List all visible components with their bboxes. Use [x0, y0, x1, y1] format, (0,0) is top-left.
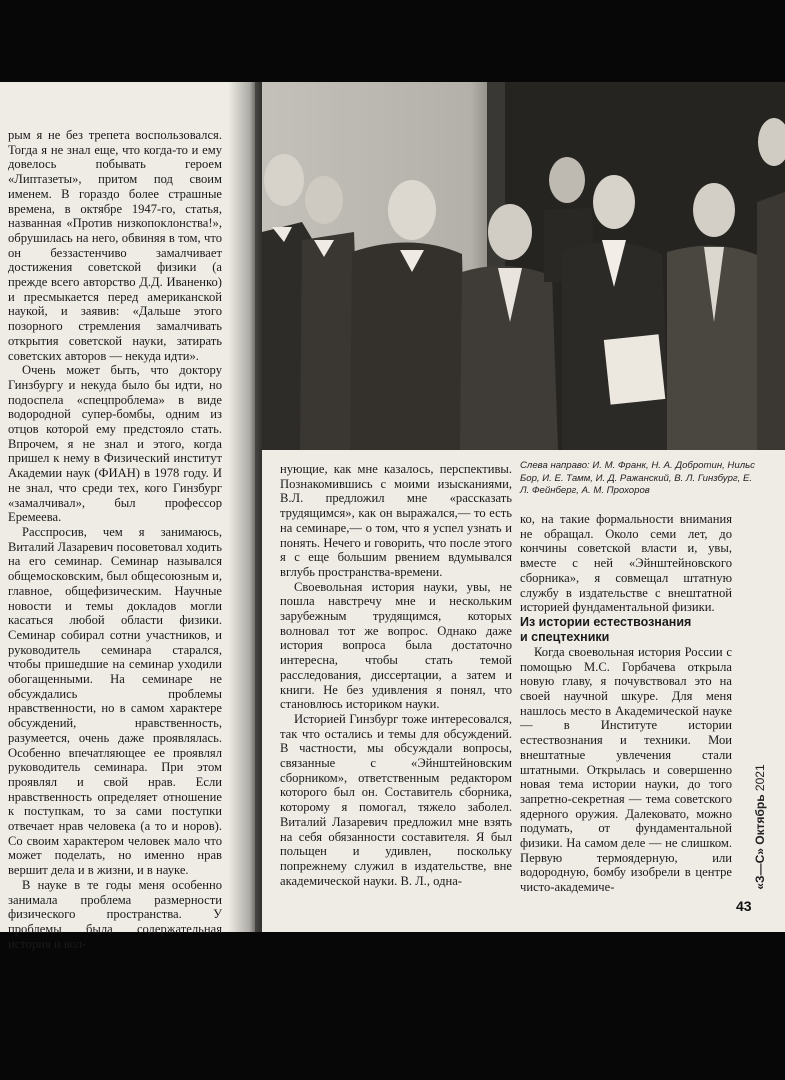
middle-text-column: [280, 462, 512, 888]
section-heading: [520, 615, 732, 645]
paragraph: Когда своевольная история России с помощью М.С. Горбачева открыла новую главу, я почувствовал это на своей научной шкуре. Для меня нашлось место в Академической науке — в Институте истории естествознания и техники. Мои внештатные увлечения стали штатными. Открылась и совершенно новая тема истории науки, до того запретно-секретная — тема советского ядерного оружия. Далековато, можно подумать, от фундаментальной физики. На самом деле — не слишком. Первую термоядерную, или водородную, бомбу изобрели в центре чисто-академиче-: [520, 644, 732, 895]
left-page: [0, 82, 255, 951]
journal-year: 2021: [753, 764, 767, 792]
paragraph: рым я не без трепета воспользовался. Тогда я не знал еще, что когда-то и ему довелось побывать героем «Липтазеты», притом под своим именем. В гораздо более страшные времена, в октябре 1947-го, статья, названная «Против низкопоклонства!», обрушилась на него, обвиняя в том, что он беззастенчиво замалчивает достижения советской физики (а прежде всего авторство Д.Д. Иваненко) и пресмыкается перед американской наукой, и заявив: «Дальше этого позорного стремления замалчивать открытия советской науки, затирать советских авторов — некуда идти».: [8, 128, 222, 363]
section-heading-line-1: Из истории естествознания: [520, 614, 692, 629]
group-photo: [262, 82, 785, 450]
paragraph: ко, на такие формальности внимания не обращал. Около семи лет, до кончины советской власти и, увы, вместе с ней «Эйнштейновского сборника», я совмещал штатную службу в издательстве с внештатной историей фундаментальной физики.: [520, 512, 732, 615]
journal-name: «З—С» Октябрь: [753, 794, 767, 890]
paragraph: Своевольная история науки, увы, не пошла навстречу мне и нескольким зарубежным трудящимся, которых волновал тот же вопрос. Однако даже история вопроса была достаточно интересна, чтобы стать темой расследования, диссертации, а затем и книги. Не без удивления я понял, что становлюсь историком науки.: [280, 579, 512, 712]
left-text-column: [8, 128, 222, 951]
right-page: [262, 82, 785, 932]
paragraph: Очень может быть, что доктору Гинзбургу и некуда было бы идти, но подоспела «спецпроблема» в виде водородной супер-бомбы, одним из отцов которой ему предстояло стать. Впрочем, я не знал и этого, когда пришел к нему в Физический институт Академии наук (ФИАН) в 1978 году. И не знал, что среди тех, кого Гинзбург «замалчивал», был профессор Еремеева.: [8, 363, 222, 525]
paragraph: Историей Гинзбург тоже интересовался, так что остались и темы для обсуждений. В частности, мы обсуждали вопросы, связанные с «Эйнштейновским сборником», ответственным редактором которого был он. Составитель сборника, которому я помогал, тяжело заболел. Виталий Лазаревич предложил мне взять на себя обязанности составителя. Я был польщен и удивлен, поскольку попрежнему служил в издательстве, вне академической науки. В. Л., одна-: [280, 711, 512, 888]
section-heading-line-2: и спецтехники: [520, 629, 610, 644]
paragraph: нующие, как мне казалось, перспективы. Познакомившись с моими изысканиями, В.Л. предложил мне «рассказать трудящимся», как он выражался,— то есть на семинаре,— о том, что я успел узнать и понять. Нечего и говорить, что после этого я с еще большим рвением вдумывался вглубь пространства-времени.: [280, 462, 512, 579]
photo-caption: Слева направо: И. М. Франк, Н. А. Добротин, Нильс Бор, И. Е. Тамм, И. Д. Ражанский, В. Л. Гинзбург, Е. Л. Фейнберг, А. М. Прохоров: [520, 460, 755, 496]
paragraph: В науке в те годы меня особенно занимала проблема размерности физического пространства. У проблемы была содержательная история и вол-: [8, 877, 222, 951]
paragraph: Расспросив, чем я занимаюсь, Виталий Лазаревич посоветовал ходить на его семинар. Семинар назывался общемосковским, был общесоюзным и, главное, общефизическим. Научные новости и темы докладов могли касаться любой области физики. Семинар собирал сотни участников, и руководитель семинара старался, чтобы пришедшие на семинар уходили обогащенными. На семинаре не обсуждались проблемы нравственности, но в самом характере обсуждений, нравственность, разумеется, очень даже проявлялась. Особенно впечатляющее ее проявлял руководитель семинара. При этом проявлял и свой нрав. Если нравственность определяет отношение к поступкам, то за сами поступки отвечает нрав человека (а то и норов). Со своим характером человек мало что может поделать, но именно нрав вершит дела и в жизни, и в науке.: [8, 524, 222, 878]
page-number: 43: [736, 898, 752, 914]
right-text-column: [520, 512, 732, 895]
running-head: [740, 742, 780, 912]
